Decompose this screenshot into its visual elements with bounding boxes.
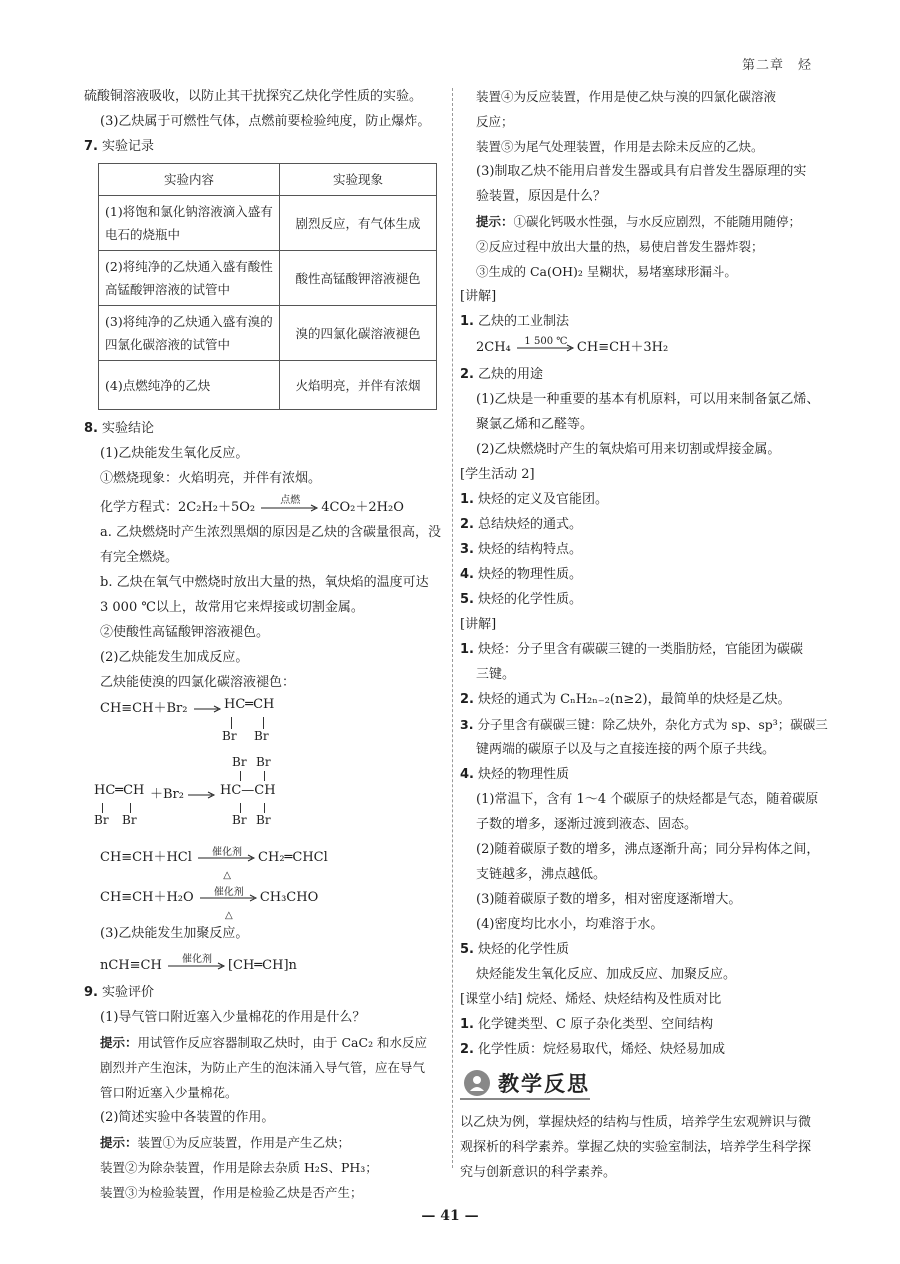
table-cell: 酸性高锰酸钾溶液褪色 [280, 251, 437, 306]
item-number: 2. [460, 692, 474, 707]
numbered-heading [460, 362, 820, 387]
numbered-item [460, 537, 820, 562]
polymerization-equation [84, 952, 444, 980]
bromine-atom: Br [256, 813, 271, 827]
hint-line: 装置②为除杂装置，作用是除去杂质 H₂S、PH₃； [100, 1160, 378, 1175]
section-title: 实验记录 [101, 139, 154, 154]
hint-label: 提示： [100, 1035, 138, 1050]
reaction-condition: 催化剂 [181, 953, 212, 965]
hint-label: 提示： [100, 1135, 138, 1150]
item-title: 炔烃的物理性质 [477, 767, 569, 782]
text-line: 以乙炔为例，掌握炔烃的结构与性质，培养学生宏观辨识与微 [460, 1115, 812, 1130]
products: [CH═CH]n [227, 958, 297, 973]
text-line: ②使酸性高锰酸钾溶液褪色。 [100, 625, 270, 640]
table-header-cell: 实验现象 [280, 164, 437, 196]
item-text: 炔烃：分子里含有碳碳三键的一类脂肪烃，官能团为碳碳 [477, 642, 803, 657]
numbered-heading [460, 937, 820, 962]
item-number: 4. [460, 567, 474, 582]
reflection-banner [460, 1068, 820, 1102]
text-line: 3 000 ℃以上，故常用它来焊接或切割金属。 [100, 600, 364, 615]
hint-line: 装置③为检验装置，作用是检验乙炔是否产生； [100, 1185, 363, 1200]
item-number: 1. [460, 492, 474, 507]
chapter-header: 第二章 烃 [742, 58, 813, 73]
bracket-heading: [学生活动 2] [460, 467, 535, 482]
person-icon [464, 1070, 490, 1096]
bromine-addition-step1 [84, 695, 444, 755]
banner-title: 教学反思 [498, 1072, 590, 1096]
teacher-icon [464, 1070, 490, 1096]
hint-line: 管口附近塞入少量棉花。 [100, 1085, 238, 1100]
reaction-arrow [517, 335, 575, 355]
bromine-addition-step2 [84, 755, 444, 833]
item-number: 1. [460, 642, 474, 657]
section-title: 实验评价 [101, 985, 154, 1000]
bromine-atom: Br [256, 755, 271, 769]
text-line: (1)乙炔是一种重要的基本有机原料，可以用来制备氯乙烯、 [476, 392, 820, 407]
text-line: 炔烃能发生氧化反应、加成反应、加聚反应。 [476, 967, 737, 982]
right-column [460, 84, 828, 1185]
numbered-item [460, 1037, 820, 1062]
numbered-item [460, 512, 820, 537]
table-row [99, 251, 437, 306]
text-line: (2)乙炔燃烧时产生的氧炔焰可用来切割或焊接金属。 [476, 442, 781, 457]
products: CH≡CH＋3H₂ [576, 340, 669, 355]
reaction-condition-heat: △ [223, 869, 231, 881]
bond-line [240, 771, 241, 781]
hint-line: 装置④为反应装置，作用是使乙炔与溴的四氯化碳溶液 [476, 89, 777, 104]
table-cell: (3)将纯净的乙炔通入盛有溴的四氯化碳溶液的试管中 [99, 306, 280, 361]
item-text: 炔烃的通式为 CₙH₂ₙ₋₂(n≥2)，最简单的炔烃是乙炔。 [477, 692, 791, 707]
equation-products: 4CO₂＋2H₂O [321, 500, 404, 515]
bond-line [240, 803, 241, 813]
hint-line [84, 1130, 444, 1155]
column-divider [452, 88, 453, 1168]
table-cell: (2)将纯净的乙炔通入盛有酸性高锰酸钾溶液的试管中 [99, 251, 280, 306]
bromine-atom: Br [254, 729, 269, 743]
bond-line [263, 717, 264, 729]
item-text: 炔烃的结构特点。 [477, 542, 582, 557]
reactant-chain: HC═CH [94, 783, 145, 798]
reaction-condition: 点燃 [280, 494, 301, 506]
text-line: ①燃烧现象：火焰明亮，并伴有浓烟。 [100, 471, 322, 486]
item-number: 5. [460, 592, 474, 607]
text-line: (2)乙炔能发生加成反应。 [100, 650, 249, 665]
hint-line [84, 1030, 444, 1055]
reactants: CH≡CH＋H₂O [100, 890, 194, 905]
products: CH₃CHO [259, 890, 319, 905]
text-line: 观探析的科学素养。掌握乙炔的实验室制法，培养学生科学探 [460, 1140, 812, 1155]
text-line: 支链越多，沸点越低。 [476, 867, 607, 882]
item-number: 1. [460, 314, 474, 329]
text-line: (3)乙炔属于可燃性气体，点燃前要检验纯度，防止爆炸。 [100, 114, 431, 129]
reaction-arrow [168, 953, 226, 973]
reaction-condition: 催化剂 [213, 886, 244, 898]
item-number: 3. [460, 717, 474, 732]
text-line: (3)制取乙炔不能用启普发生器或具有启普发生器原理的实 [476, 164, 807, 179]
table-cell: (4)点燃纯净的乙炔 [99, 361, 280, 410]
section-heading-8 [84, 416, 444, 441]
hcl-addition-equation [84, 843, 444, 881]
products: CH₂═CHCl [258, 850, 328, 865]
product-chain: HC—CH [220, 783, 276, 798]
reactants: CH≡CH＋HCl [100, 850, 192, 865]
table-header-row [99, 164, 437, 196]
item-number: 2. [460, 517, 474, 532]
text-line: (1)导气管口附近塞入少量棉花的作用是什么？ [100, 1010, 366, 1025]
text-line: 验装置，原因是什么？ [476, 189, 607, 204]
arrow-icon [517, 344, 575, 352]
item-text: 炔烃的定义及官能团。 [477, 492, 608, 507]
section-heading-7 [84, 134, 444, 159]
arrow-icon [194, 705, 222, 713]
text-line: 硫酸铜溶液吸收，以防止其干扰探究乙炔化学性质的实验。 [84, 89, 423, 104]
text-line: b. 乙炔在氧气中燃烧时放出大量的热，氧炔焰的温度可达 [100, 575, 429, 590]
section-number: 8. [84, 421, 98, 436]
reaction-arrow [261, 494, 319, 515]
experiment-record-table [98, 163, 437, 410]
text-line: a. 乙炔燃烧时产生浓烈黑烟的原因是乙炔的含碳量很高，没 [100, 525, 442, 540]
item-title: 炔烃的化学性质 [477, 942, 569, 957]
numbered-item [460, 637, 820, 662]
text-line: 键两端的碳原子以及与之直接连接的两个原子共线。 [476, 742, 776, 757]
arrow-icon [168, 962, 226, 970]
equation-reactants: 2C₂H₂＋5O₂ [178, 500, 256, 515]
item-text: 化学键类型、C 原子杂化类型、空间结构 [477, 1017, 714, 1032]
bond-line [102, 803, 103, 813]
numbered-item [460, 687, 820, 712]
bromine-atom: Br [122, 813, 137, 827]
arrow-icon [188, 791, 216, 799]
hint-text: 用试管作反应容器制取乙炔时，由于 CaC₂ 和水反应 [137, 1035, 428, 1050]
hint-line [460, 209, 820, 234]
reaction-condition-heat: △ [224, 909, 233, 921]
bromine-atom: Br [94, 813, 109, 827]
water-addition-equation [84, 883, 444, 921]
text-line: (4)密度均比水小，均难溶于水。 [476, 917, 664, 932]
item-number: 1. [460, 1017, 474, 1032]
table-cell: 火焰明亮，并伴有浓烟 [280, 361, 437, 410]
reaction-arrow [200, 886, 258, 921]
bromine-atom: Br [232, 813, 247, 827]
hint-line: 反应； [476, 114, 514, 129]
item-number: 2. [460, 367, 474, 382]
hint-line: 装置⑤为尾气处理装置，作用是去除未反应的乙炔。 [476, 139, 764, 154]
item-text: 化学性质：烷烃易取代，烯烃、炔烃易加成 [477, 1042, 725, 1057]
bracket-heading: [讲解] [460, 617, 497, 632]
item-title: 乙炔的用途 [477, 367, 543, 382]
table-row [99, 196, 437, 251]
text-line: 三键。 [476, 667, 516, 682]
reactant-bromine: ＋Br₂ [150, 787, 184, 802]
item-number: 3. [460, 542, 474, 557]
hint-line: 剧烈并产生泡沫，为防止产生的泡沫涌入导气管，应在导气 [100, 1060, 426, 1075]
text-line: (1)常温下，含有 1～4 个碳原子的炔烃都是气态，随着碳原 [476, 792, 819, 807]
combustion-equation [84, 495, 444, 520]
table-row [99, 361, 437, 410]
item-number: 5. [460, 942, 474, 957]
item-title: 乙炔的工业制法 [477, 314, 569, 329]
text-line: (3)随着碳原子数的增多，相对密度逐渐增大。 [476, 892, 742, 907]
numbered-item [460, 587, 820, 612]
reaction-arrow [198, 846, 256, 881]
text-line: (2)简述实验中各装置的作用。 [100, 1110, 275, 1125]
bond-line [264, 803, 265, 813]
bromine-atom: Br [232, 755, 247, 769]
text-line: (1)乙炔能发生氧化反应。 [100, 446, 249, 461]
reaction-condition: 催化剂 [212, 846, 243, 858]
table-cell: 溴的四氯化碳溶液褪色 [280, 306, 437, 361]
reactants: 2CH₄ [476, 340, 511, 355]
table-row [99, 306, 437, 361]
numbered-heading [460, 309, 820, 334]
numbered-item [460, 712, 828, 737]
text-line: 聚氯乙烯和乙醛等。 [476, 417, 594, 432]
item-text: 炔烃的物理性质。 [477, 567, 582, 582]
text-line: 有完全燃烧。 [100, 550, 179, 565]
item-text: 分子里含有碳碳三键：除乙炔外，杂化方式为 sp、sp³；碳碳三 [477, 717, 828, 732]
text-line: 子数的增多，逐渐过渡到液态、固态。 [476, 817, 698, 832]
item-number: 4. [460, 767, 474, 782]
text-line: (3)乙炔能发生加聚反应。 [100, 926, 249, 941]
reaction-condition: 1 500 ℃ [524, 335, 568, 347]
reactants: CH≡CH＋Br₂ [100, 701, 188, 716]
item-number: 2. [460, 1042, 474, 1057]
left-column [84, 84, 444, 1205]
bromine-atom: Br [222, 729, 237, 743]
bond-line [130, 803, 131, 813]
section-number: 7. [84, 139, 98, 154]
numbered-heading [460, 762, 820, 787]
table-header-cell: 实验内容 [99, 164, 280, 196]
hint-text: 装置①为反应装置，作用是产生乙炔； [137, 1135, 351, 1150]
bracket-heading: [讲解] [460, 289, 497, 304]
hint-label: 提示： [476, 214, 514, 229]
text-line: 究与创新意识的科学素养。 [460, 1165, 617, 1180]
hint-line: ②反应过程中放出大量的热，易使启普发生器炸裂； [476, 239, 764, 254]
banner-underline [460, 1098, 590, 1100]
bracket-heading: [课堂小结] 烷烃、烯烃、炔烃结构及性质对比 [460, 992, 722, 1007]
equation-label: 化学方程式： [100, 500, 179, 515]
hint-text: ①碳化钙吸水性强，与水反应剧烈，不能随用随停； [513, 214, 802, 229]
numbered-item [460, 562, 820, 587]
bond-line [231, 717, 232, 729]
industrial-equation [460, 334, 820, 362]
section-title: 实验结论 [101, 421, 154, 436]
section-number: 9. [84, 985, 98, 1000]
section-heading-9 [84, 980, 444, 1005]
numbered-item [460, 487, 820, 512]
arrow-icon [261, 504, 319, 512]
product-chain: HC═CH [224, 697, 275, 712]
text-line: 乙炔能使溴的四氯化碳溶液褪色： [100, 675, 296, 690]
hint-line: ③生成的 Ca(OH)₂ 呈糊状，易堵塞球形漏斗。 [476, 264, 737, 279]
reactants: nCH≡CH [100, 958, 162, 973]
item-text: 炔烃的化学性质。 [477, 592, 582, 607]
bond-line [264, 771, 265, 781]
numbered-item [460, 1012, 820, 1037]
item-text: 总结炔烃的通式。 [477, 517, 582, 532]
table-cell: 剧烈反应，有气体生成 [280, 196, 437, 251]
table-cell: (1)将饱和氯化钠溶液滴入盛有电石的烧瓶中 [99, 196, 280, 251]
text-line: (2)随着碳原子数的增多，沸点逐渐升高；同分异构体之间， [476, 842, 820, 857]
page-number: — 41 — [421, 1208, 479, 1224]
